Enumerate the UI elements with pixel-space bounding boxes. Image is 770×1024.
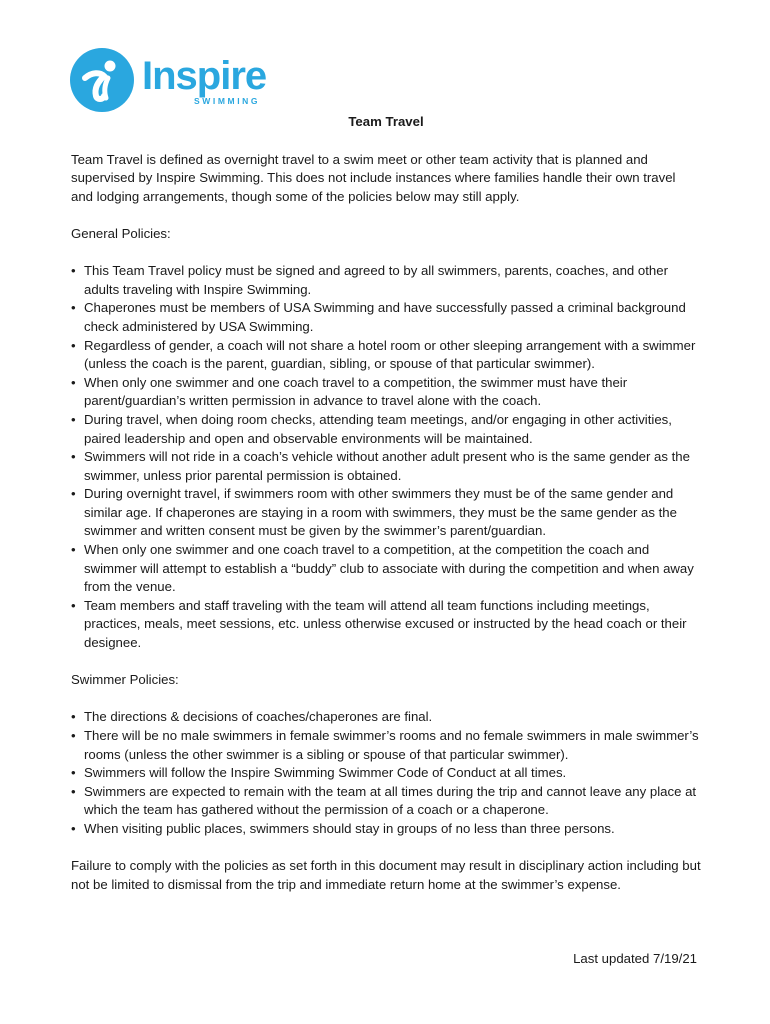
swimmer-policies-heading: Swimmer Policies: (71, 672, 179, 688)
list-item: • The directions & decisions of coaches/chaperones are final. (71, 708, 701, 727)
document-body (71, 113, 701, 913)
intro-paragraph: Team Travel is defined as overnight travel to a swim meet or other team activity that is planned and supervised by Inspire Swimming. This does not include instances where families handle their own travel and lodging arrangements, though some of the policies below may still apply. (71, 151, 676, 204)
list-item: • Chaperones must be members of USA Swimming and have successfully passed a criminal background check administered by USA Swimming. (71, 299, 701, 336)
logo-swimmer-icon (70, 48, 134, 112)
list-item: • During overnight travel, if swimmers room with other swimmers they must be of the same gender and similar age. If chaperones are staying in a room with swimmers, they must be the same gender as the swimmer and written consent must be given by the swimmer’s parent/guardian. (71, 485, 701, 541)
swimmer-policies-list (71, 708, 701, 838)
inspire-swimming-logo (70, 48, 275, 114)
list-item: • Swimmers will not ride in a coach’s vehicle without another adult present who is the same gender as the swimmer, unless prior parental permission is obtained. (71, 448, 701, 485)
list-item: • This Team Travel policy must be signed and agreed to by all swimmers, parents, coaches, and other adults traveling with Inspire Swimming. (71, 262, 701, 299)
page-title: Team Travel (348, 114, 424, 129)
list-item: • When visiting public places, swimmers should stay in groups of no less than three persons. (71, 820, 701, 839)
failure-paragraph: Failure to comply with the policies as set forth in this document may result in disciplinary action including but not be limited to dismissal from the trip and immediate return home at the swimmer’s expense. (71, 858, 701, 892)
logo-subtitle: SWIMMING (194, 96, 261, 106)
list-item: • When only one swimmer and one coach travel to a competition, the swimmer must have their parent/guardian’s written permission in advance to travel alone with the coach. (71, 374, 701, 411)
last-updated-date: Last updated 7/19/21 (573, 951, 697, 966)
list-item: • When only one swimmer and one coach travel to a competition, at the competition the coach and swimmer will attempt to establish a “buddy” club to associate with during the competition and when away from the venue. (71, 541, 701, 597)
logo-wordmark: Inspire (142, 54, 267, 98)
list-item: • Team members and staff traveling with the team will attend all team functions including meetings, practices, meals, meet sessions, etc. unless otherwise excused or instructed by the head coach or their designee. (71, 597, 701, 653)
list-item: • Regardless of gender, a coach will not share a hotel room or other sleeping arrangement with a swimmer (unless the coach is the parent, guardian, sibling, or spouse of that particular swimmer). (71, 337, 701, 374)
general-policies-heading: General Policies: (71, 225, 171, 241)
list-item: • During travel, when doing room checks, attending team meetings, and/or engaging in other activities, paired leadership and open and observable environments will be maintained. (71, 411, 701, 448)
list-item: • Swimmers are expected to remain with the team at all times during the trip and cannot leave any place at which the team has gathered without the permission of a coach or a chaperone. (71, 783, 701, 820)
list-item: • Swimmers will follow the Inspire Swimming Swimmer Code of Conduct at all times. (71, 764, 701, 783)
general-policies-list (71, 262, 701, 652)
list-item: • There will be no male swimmers in female swimmer’s rooms and no female swimmers in male swimmer’s rooms (unless the other swimmer is a sibling or spouse of that particular swimmer). (71, 727, 701, 764)
